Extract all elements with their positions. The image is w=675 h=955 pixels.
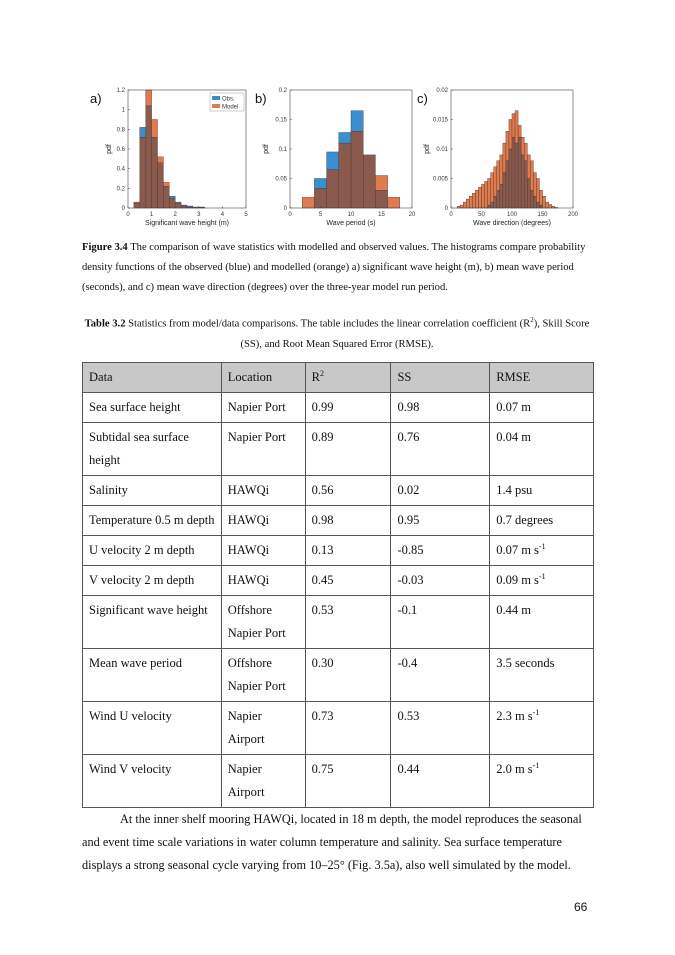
cell-rmse (490, 476, 594, 506)
histogram-bar-model (491, 173, 494, 203)
cell-rmse (490, 506, 594, 536)
x-tick-label: 5 (244, 212, 248, 218)
histogram-bar-overlap (146, 106, 152, 208)
x-tick-label: 4 (220, 212, 225, 218)
y-tick-label: 0.2 (278, 88, 287, 94)
x-tick-label: 20 (408, 212, 416, 218)
y-tick-label: 0.8 (116, 127, 125, 134)
x-tick-label: 100 (506, 212, 518, 218)
cell-rmse-value: 0.7 degrees (496, 513, 554, 527)
y-tick-label: 0.005 (432, 176, 448, 183)
table-row (83, 476, 594, 506)
cell-ss: 0.44 (391, 755, 490, 808)
cell-rmse-unit-exponent: -1 (532, 707, 540, 717)
cell-location: Offshore Napier Port (221, 596, 305, 649)
y-axis-label: pdf (424, 144, 431, 154)
histogram-bar-overlap (351, 131, 363, 208)
cell-rmse (490, 566, 594, 596)
y-tick-label: 0.4 (116, 166, 125, 173)
histogram-bar-overlap (339, 143, 351, 208)
cell-rmse-value: 0.07 m s (496, 543, 539, 557)
histogram-bar-overlap (539, 205, 542, 208)
y-tick-label: 1 (121, 107, 125, 114)
table-row (83, 536, 594, 566)
legend-swatch-obs (212, 96, 220, 100)
cell-data: Wind V velocity (83, 755, 222, 808)
histogram-bar-model (472, 193, 475, 208)
y-tick-label: 0 (444, 206, 448, 212)
histogram-bar-overlap (134, 203, 140, 208)
legend-label-model: Model (222, 104, 239, 111)
cell-data: Temperature 0.5 m depth (83, 506, 222, 536)
cell-data: Sea surface height (83, 393, 222, 423)
histogram-bar-model (530, 161, 533, 191)
cell-ss: -0.4 (391, 649, 490, 702)
stats-table (82, 362, 594, 808)
header-ss: SS (391, 363, 490, 393)
histogram-bar-obs (187, 206, 193, 207)
y-tick-label: 0.2 (116, 186, 125, 193)
y-tick-label: 0.1 (278, 147, 287, 153)
histogram-bar-overlap (509, 149, 512, 208)
histogram-bar-model (539, 190, 542, 205)
histogram-bar-overlap (521, 155, 524, 208)
histogram-bar-model (146, 90, 152, 106)
histogram-bar-overlap (158, 163, 164, 208)
x-tick-label: 3 (197, 212, 201, 218)
histogram-bar-overlap (536, 202, 539, 208)
body-paragraph-text: At the inner shelf mooring HAWQi, located in 18 m depth, the model reproduces the seasonal and event time scale variations in water column temperature and salinity. Sea surface temperature displays a strong seasonal cycle varying from 10–25° (Fig. 3.5a), also well simulated by the model. (82, 812, 582, 872)
histogram-bar-obs (169, 196, 175, 198)
cell-rmse (490, 393, 594, 423)
histogram-bar-overlap (515, 143, 518, 208)
cell-r2: 0.73 (305, 702, 391, 755)
histogram-chart (418, 84, 579, 232)
x-tick-label: 0 (288, 212, 292, 218)
histogram-bar-overlap (503, 173, 506, 208)
histogram-bar-overlap (500, 184, 503, 208)
cell-location: Napier Airport (221, 702, 305, 755)
y-tick-label: 0 (121, 206, 125, 212)
y-axis-label: pdf (106, 144, 113, 154)
table-row (83, 755, 594, 808)
x-tick-label: 50 (478, 212, 485, 218)
histogram-bar-obs (140, 127, 146, 137)
histogram-bar-obs (314, 179, 326, 189)
histogram-bar-model (509, 120, 512, 150)
figure-caption (82, 238, 592, 298)
histogram-bar-model (497, 161, 500, 191)
histogram-bar-overlap (152, 137, 158, 208)
cell-ss: -0.85 (391, 536, 490, 566)
cell-rmse-value: 2.0 m s (496, 762, 533, 776)
histogram-bar-model (533, 173, 536, 197)
cell-rmse (490, 755, 594, 808)
cell-rmse-unit-exponent: -1 (538, 541, 546, 551)
histogram-bar-overlap (494, 196, 497, 208)
cell-ss: 0.02 (391, 476, 490, 506)
cell-data: Wind U velocity (83, 702, 222, 755)
histogram-bar-obs (327, 152, 339, 170)
x-tick-label: 150 (537, 212, 548, 218)
cell-rmse (490, 596, 594, 649)
y-tick-label: 1.2 (116, 88, 125, 94)
cell-r2: 0.89 (305, 423, 391, 476)
table-caption-text-after: ), Skill Score (SS), and Root Mean Squared Error (RMSE). (240, 318, 590, 350)
cell-ss: 0.76 (391, 423, 490, 476)
table-row (83, 649, 594, 702)
cell-r2: 0.45 (305, 566, 391, 596)
histogram-bar-model (466, 199, 469, 208)
cell-data: Significant wave height (83, 596, 222, 649)
cell-rmse (490, 649, 594, 702)
cell-r2: 0.56 (305, 476, 391, 506)
histogram-bar-model (543, 196, 546, 208)
y-tick-label: 0.15 (275, 117, 287, 124)
x-tick-label: 0 (126, 212, 130, 218)
table-row (83, 596, 594, 649)
header-r2 (305, 363, 391, 393)
histogram-bar-model (500, 155, 503, 185)
cell-rmse-value: 0.04 m (496, 430, 531, 444)
cell-r2: 0.53 (305, 596, 391, 649)
histogram-bar-model (375, 176, 387, 191)
cell-r2: 0.13 (305, 536, 391, 566)
table-row (83, 566, 594, 596)
x-tick-label: 1 (149, 212, 154, 218)
histogram-bar-model (488, 179, 491, 206)
histogram-chart (88, 84, 252, 232)
histogram-bar-model (512, 114, 515, 138)
header-data: Data (83, 363, 222, 393)
histogram-bar-model (506, 131, 509, 161)
cell-rmse (490, 702, 594, 755)
cell-ss: -0.03 (391, 566, 490, 596)
histogram-bar-model (521, 137, 524, 155)
cell-r2: 0.99 (305, 393, 391, 423)
panel-letter: c) (417, 91, 428, 106)
x-axis-label: Wave direction (degrees) (473, 220, 551, 227)
histogram-bar-model (302, 197, 314, 208)
histogram-bar-model (494, 167, 497, 197)
cell-rmse-unit-exponent: -1 (538, 571, 546, 581)
cell-ss: 0.95 (391, 506, 490, 536)
header-location: Location (221, 363, 305, 393)
histogram-bar-overlap (524, 161, 527, 208)
y-tick-label: 0.01 (436, 147, 448, 153)
cell-ss: 0.98 (391, 393, 490, 423)
histogram-bar-model (152, 120, 158, 138)
histogram-bar-model (485, 181, 488, 208)
panel-letter: b) (255, 91, 267, 106)
histogram-bar-model (163, 182, 169, 186)
cell-ss: 0.53 (391, 702, 490, 755)
cell-data: Mean wave period (83, 649, 222, 702)
table-header-row (83, 363, 594, 393)
histogram-bar-model (515, 111, 518, 143)
figure-caption-label: Figure 3.4 (82, 242, 128, 253)
table-row (83, 506, 594, 536)
histogram-bar-overlap (140, 137, 146, 208)
table-caption (82, 310, 592, 355)
histogram-bar-model (469, 196, 472, 208)
table-row (83, 393, 594, 423)
table-caption-text: Statistics from model/data comparisons. The table includes the linear correlation coefficient (R (128, 318, 531, 330)
cell-rmse-value: 1.4 psu (496, 483, 533, 497)
y-tick-label: 0 (283, 206, 287, 212)
cell-r2: 0.98 (305, 506, 391, 536)
y-tick-label: 0.015 (432, 117, 448, 124)
cell-data: U velocity 2 m depth (83, 536, 222, 566)
cell-rmse-value: 2.3 m s (496, 709, 533, 723)
page-number: 66 (574, 900, 588, 914)
cell-rmse-value: 0.07 m (496, 400, 531, 414)
histogram-bar-overlap (327, 170, 339, 208)
histogram-bar-overlap (491, 202, 494, 208)
cell-data: V velocity 2 m depth (83, 566, 222, 596)
cell-location: HAWQi (221, 506, 305, 536)
histogram-bar-model (527, 155, 530, 179)
x-axis-label: Significant wave height (m) (144, 220, 230, 227)
histogram-bar-overlap (488, 205, 491, 208)
histogram-bar-model (460, 205, 463, 208)
histogram-bar-overlap (363, 155, 375, 208)
histogram-bar-overlap (506, 161, 509, 208)
cell-location: HAWQi (221, 566, 305, 596)
cell-location: HAWQi (221, 536, 305, 566)
histogram-bar-overlap (530, 190, 533, 208)
histogram-bar-model (536, 179, 539, 203)
histogram-bar-model (134, 202, 140, 203)
histogram-bar-overlap (497, 190, 500, 208)
x-tick-label: 0 (449, 212, 453, 218)
histogram-bar-model (478, 187, 481, 208)
figure-caption-text: The comparison of wave statistics with modelled and observed values. The histograms compare probability density functions of the observed (blue) and modelled (orange) a) significant wave height (m), b) mean wave period (seconds), and c) mean wave direction (degrees) over the three-year model run period. (82, 242, 586, 293)
histogram-bar-model (475, 190, 478, 208)
y-axis-label: pdf (263, 144, 270, 154)
body-paragraph (82, 808, 594, 877)
cell-location: Napier Airport (221, 755, 305, 808)
histogram-bar-model (549, 204, 552, 208)
histogram-bar-overlap (314, 189, 326, 208)
histogram-bar-overlap (533, 196, 536, 208)
legend-label-obs: Obs. (222, 96, 235, 103)
histogram-bar-overlap (169, 198, 175, 208)
cell-data: Salinity (83, 476, 222, 506)
cell-data: Subtidal sea surface height (83, 423, 222, 476)
histogram-bar-obs (339, 132, 351, 143)
cell-location: Offshore Napier Port (221, 649, 305, 702)
histogram-bar-model (158, 157, 164, 163)
table-caption-sup: 2 (530, 316, 534, 324)
histogram-bar-overlap (527, 179, 530, 209)
cell-r2: 0.75 (305, 755, 391, 808)
cell-rmse-value: 3.5 seconds (496, 656, 555, 670)
figure-3-4 (88, 84, 588, 229)
table-row (83, 423, 594, 476)
header-r2-sup: 2 (319, 368, 324, 378)
cell-rmse-value: 0.44 m (496, 603, 531, 617)
histogram-bar-overlap (512, 137, 515, 208)
header-rmse: RMSE (490, 363, 594, 393)
cell-rmse-value: 0.09 m s (496, 573, 539, 587)
x-tick-label: 200 (567, 212, 579, 218)
histogram-bar-overlap (175, 203, 181, 208)
histogram-bar-overlap (518, 137, 521, 208)
y-tick-label: 0.02 (436, 88, 448, 94)
histogram-bar-model (463, 202, 466, 208)
header-r2-text: R (311, 370, 320, 384)
histogram-bar-obs (351, 111, 363, 132)
x-tick-label: 10 (347, 212, 355, 218)
panel-letter: a) (90, 91, 102, 106)
x-tick-label: 5 (318, 212, 323, 218)
histogram-bar-obs (181, 205, 187, 206)
histogram-bar-model (482, 184, 485, 208)
table-caption-label: Table 3.2 (84, 318, 126, 330)
y-tick-label: 0.6 (116, 147, 125, 153)
cell-rmse (490, 536, 594, 566)
x-axis-label: Wave period (s) (326, 220, 376, 227)
cell-location: HAWQi (221, 476, 305, 506)
histogram-bar-model (503, 143, 506, 173)
cell-location: Napier Port (221, 423, 305, 476)
cell-location: Napier Port (221, 393, 305, 423)
histogram-bar-overlap (375, 190, 387, 208)
histogram-bar-obs (175, 202, 181, 203)
histogram-bar-model (546, 202, 549, 208)
histogram-bar-model (518, 125, 521, 137)
cell-r2: 0.30 (305, 649, 391, 702)
cell-ss: -0.1 (391, 596, 490, 649)
cell-rmse-unit-exponent: -1 (532, 760, 540, 770)
histogram-bar-model (388, 197, 400, 208)
x-tick-label: 15 (378, 212, 385, 218)
histogram-bar-overlap (163, 186, 169, 208)
x-tick-label: 2 (173, 212, 177, 218)
histogram-chart (256, 84, 418, 232)
legend-swatch-model (212, 104, 220, 108)
table-row (83, 702, 594, 755)
cell-rmse (490, 423, 594, 476)
y-tick-label: 0.05 (275, 176, 287, 183)
histogram-bar-model (524, 143, 527, 161)
